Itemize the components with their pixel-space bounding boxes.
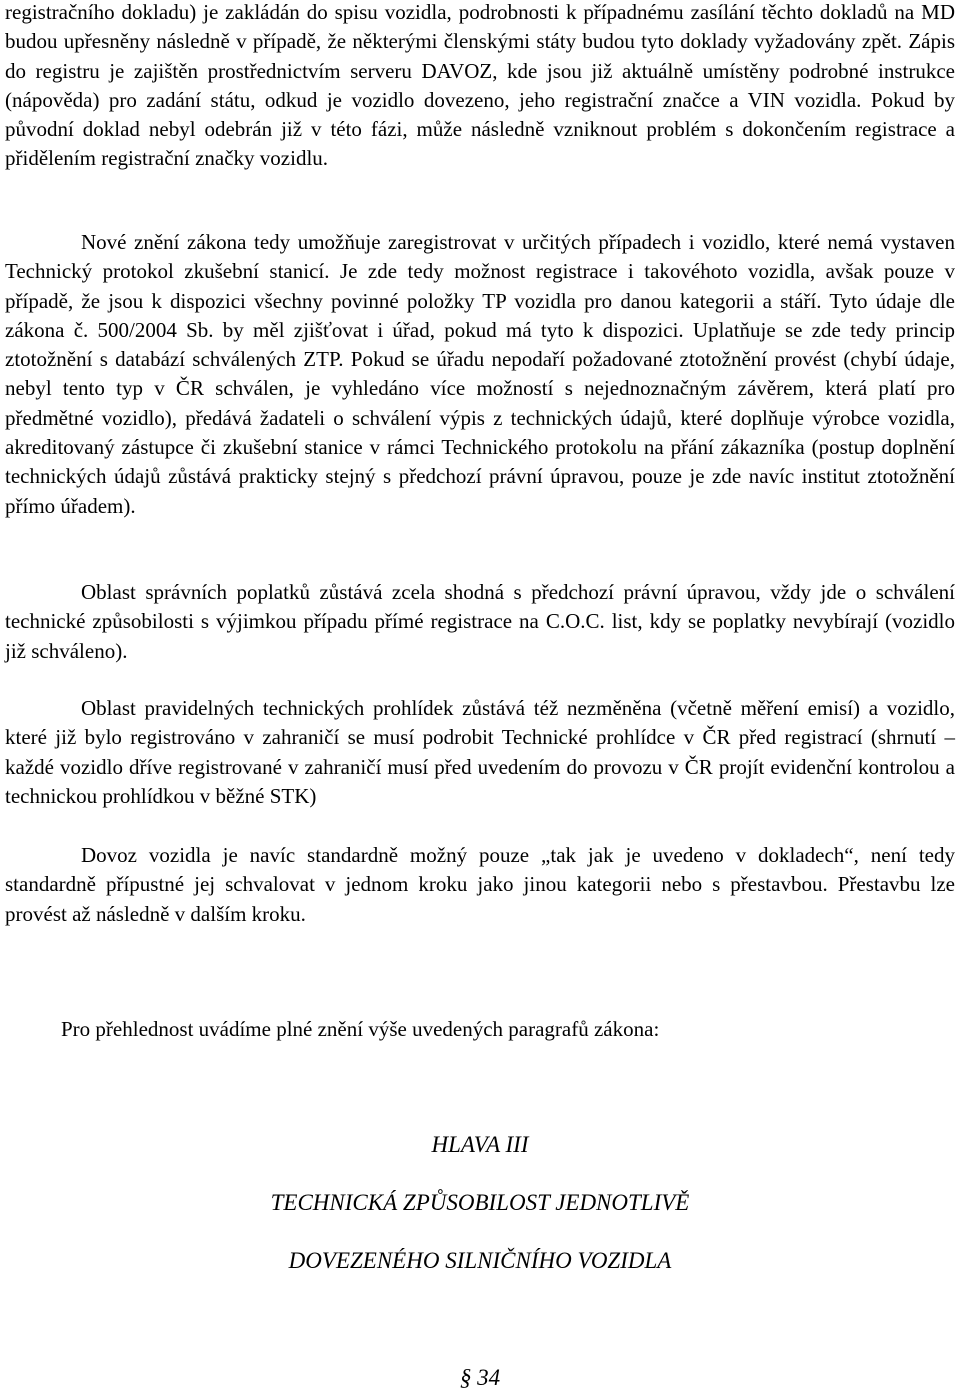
paragraph-technical-inspections: Oblast pravidelných technických prohlídek zůstává též nezměněna (včetně měření emisí) a vozidlo, které již bylo registrováno v zahraničí se musí podrobit Technické prohlídce v ČR před registrací (shrnutí – každé vozidlo dříve registrované v zahraničí musí před uvedením do provozu v ČR projít evidenční kontrolou a technickou prohlídkou v běžné STK): [5, 696, 955, 808]
paragraph-vehicle-import: Dovoz vozidla je navíc standardně možný pouze „tak jak je uvedeno v dokladech“, není tedy standardně přípustné jej schvalovat v jednom kroku jako jinou kategorii nebo s přestavbou. Přestavbu lze provést až následně v dalším kroku.: [5, 843, 955, 926]
heading-title-line-1: TECHNICKÁ ZPŮSOBILOST JEDNOTLIVĚ: [270, 1190, 690, 1215]
heading-title-line-2: DOVEZENÉHO SILNIČNÍHO VOZIDLA: [288, 1248, 672, 1273]
heading-part: HLAVA III: [431, 1132, 529, 1157]
section-number: § 34: [459, 1365, 501, 1390]
intro-line: Pro přehlednost uvádíme plné znění výše uvedených paragrafů zákona:: [61, 1017, 660, 1041]
paragraph-new-law-technical-protocol: Nové znění zákona tedy umožňuje zaregistrovat v určitých případech i vozidlo, které nemá vystaven Technický protokol zkušební stanicí. Je zde tedy možnost registrace i takovéhoto vozidla, avšak pouze v případě, že jsou k dispozici všechny povinné položky TP vozidla pro danou kategorii a stáří. Tyto údaje dle zákona č. 500/2004 Sb. by měl zjišťovat i úřad, pokud má tyto k dispozici. Uplatňuje se zde tedy princip ztotožnění s databází schválených ZTP. Pokud se úřadu nepodaří požadované ztotožnění provést (chybí údaje, nebyl tento typ v ČR schválen, je vyhledáno více možností s nejednoznačným závěrem, která platí pro předmětné vozidlo), předává žadateli o schválení výpis z technických údajů, které doplňuje výrobce vozidla, akreditovaný zástupce či zkušební stanice v rámci Technického protokolu na přání zákazníka (postup doplnění technických údajů zůstává prakticky stejný s předchozí právní úpravou, pouze je zde navíc institut ztotožnění přímo úřadem).: [5, 230, 955, 518]
paragraph-registration-document: registračního dokladu) je zakládán do spisu vozidla, podrobnosti k případnému zasílání těchto dokladů na MD budou upřesněny následně v případě, že některými členskými státy budou tyto doklady vyžadovány zpět. Zápis do registru je zajištěn prostřednictvím serveru DAVOZ, kde jsou již aktuálně umístěny podrobné instrukce (nápověda) pro zadání státu, odkud je vozidlo dovezeno, jeho registrační značce a VIN vozidla. Pokud by původní doklad nebyl odebrán již v této fázi, může následně vzniknout problém s dokončením registrace a přidělením registrační značky vozidlu.: [5, 0, 955, 171]
paragraph-administrative-fees: Oblast správních poplatků zůstává zcela shodná s předchozí právní úpravou, vždy jde o schválení technické způsobilosti s výjimkou případu přímé registrace na C.O.C. list, kdy se poplatky nevybírají (vozidlo již schváleno).: [5, 580, 955, 663]
